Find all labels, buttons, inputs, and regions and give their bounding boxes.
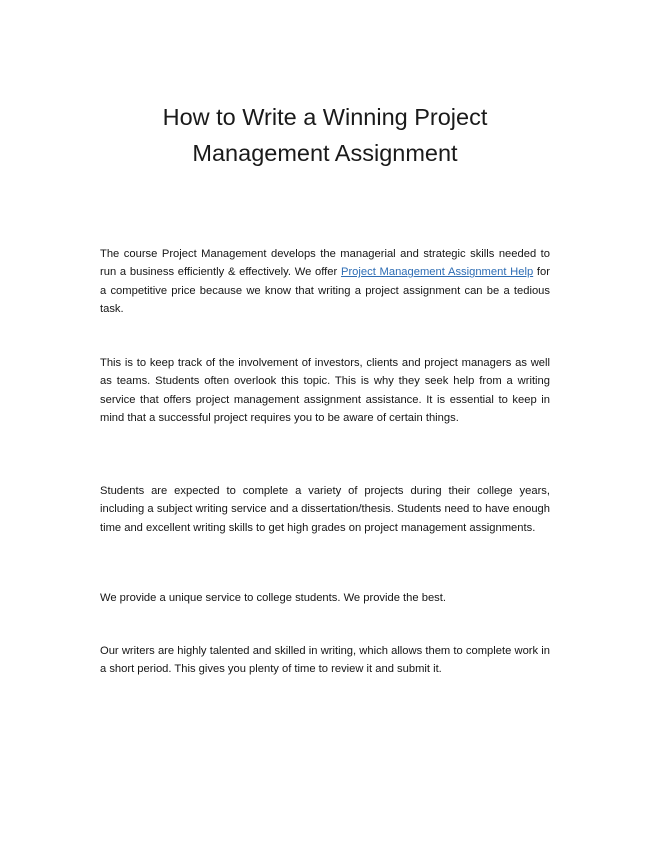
paragraph-intro-text-after: for a competitive price because we know that writing a project assignment can be a tedious task. [100, 266, 550, 315]
paragraph-students-projects: Students are expected to complete a variety of projects during their college years, including a subject writing service and a dissertation/thesis. Students need to have enough time and excellent writing skills to get high grades on project management assignments. [100, 485, 550, 534]
project-management-assignment-help-link[interactable]: Project Management Assignment Help [340, 266, 534, 279]
paragraph-tracking: This is to keep track of the involvement of investors, clients and project managers as well as teams. Students often overlook this topic. This is why they seek help from a writing service that offers project management assignment assistance. It is essential to keep in mind that a successful project requires you to be aware of certain things. [100, 357, 550, 424]
paragraph-writers: Our writers are highly talented and skilled in writing, which allows them to complete work in a short period. This gives you plenty of time to review it and submit it. [100, 645, 550, 676]
document-title: How to Write a Winning Project Management Assignment [162, 104, 488, 166]
paragraph-unique-service: We provide a unique service to college students. We provide the best. [100, 592, 446, 604]
paragraph-intro-text-before: The course Project Management develops the managerial and strategic skills needed to run a business efficiently & effectively. We offer [100, 248, 550, 279]
paragraph-intro [100, 245, 550, 318]
